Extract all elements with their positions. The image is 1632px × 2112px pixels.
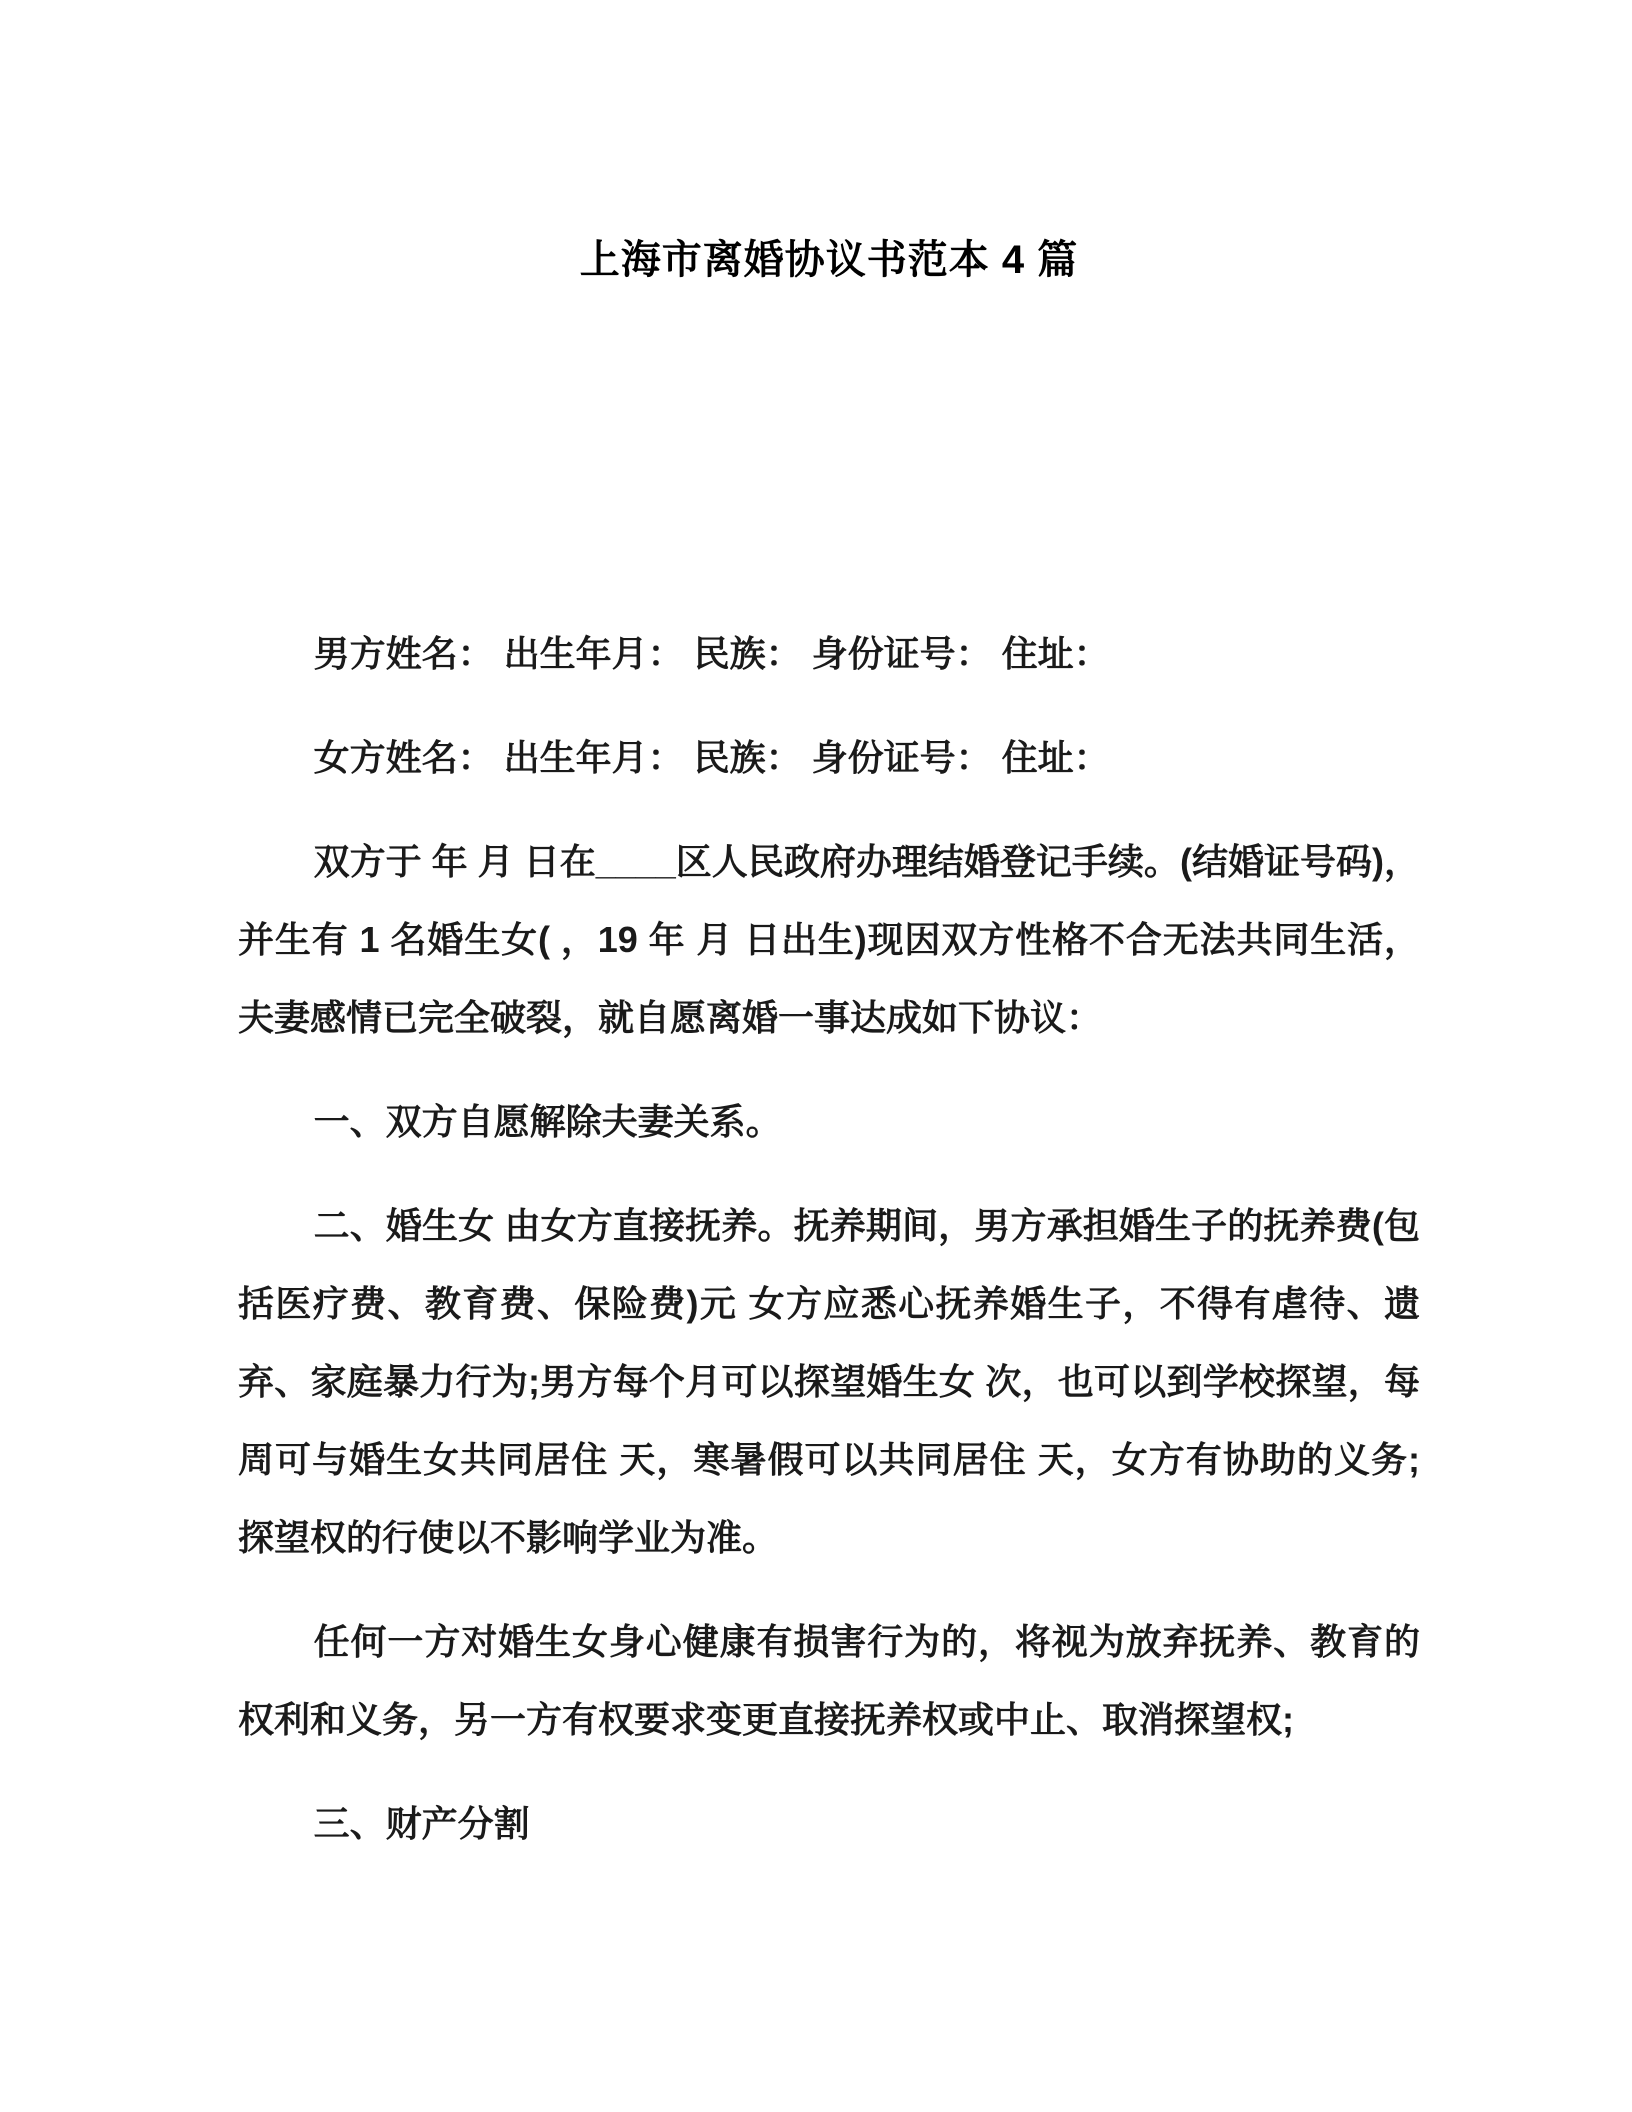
paragraph-custody-violation-terms: 任何一方对婚生女身心健康有损害行为的，将视为放弃抚养、教育的权利和义务，另一方有权要求变更直接抚养权或中止、取消探望权; bbox=[238, 1621, 1420, 1740]
paragraph-male-party-info: 男方姓名： 出生年月： 民族： 身份证号： 住址： bbox=[313, 633, 1110, 674]
document-title: 上海市离婚协议书范本 4 篇 bbox=[579, 238, 1079, 282]
paragraph-clause-1-divorce-agreement: 一、双方自愿解除夫妻关系。 bbox=[313, 1101, 782, 1142]
paragraph-clause-2-child-custody: 二、婚生女 由女方直接抚养。抚养期间，男方承担婚生子的抚养费(包括医疗费、教育费、保险费)元 女方应悉心抚养婚生子，不得有虐待、遗弃、家庭暴力行为;男方每个月可以探望婚生女 次，也可以到学校探望，每周可与婚生女共同居住 天，寒暑假可以共同居住 天，女方有协助的义务;探望权的行使以不影响学业为准。 bbox=[238, 1205, 1420, 1558]
paragraph-marriage-registration: 双方于 年 月 日在____区人民政府办理结婚登记手续。(结婚证号码)，并生有 1 名婚生女( ，19 年 月 日出生)现因双方性格不合无法共同生活，夫妻感情已完全破裂，就自愿离婚一事达成如下协议： bbox=[238, 841, 1420, 1038]
paragraph-female-party-info: 女方姓名： 出生年月： 民族： 身份证号： 住址： bbox=[313, 737, 1110, 778]
paragraph-clause-3-property-division: 三、财产分割 bbox=[313, 1803, 530, 1844]
